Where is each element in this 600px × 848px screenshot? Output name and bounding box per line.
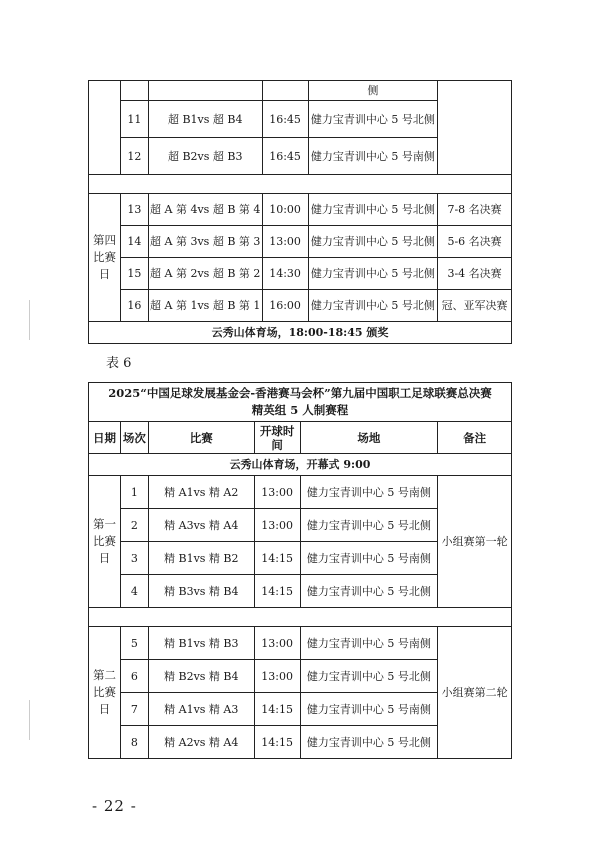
table-caption: 表 6 bbox=[106, 356, 132, 371]
table-row bbox=[89, 258, 512, 290]
table-title bbox=[89, 383, 512, 422]
venue-cell: 侧 bbox=[308, 81, 438, 101]
match-number: 5 bbox=[120, 627, 148, 660]
header-note: 备注 bbox=[438, 422, 512, 454]
venue-cell: 健力宝青训中心 5 号北侧 bbox=[300, 509, 438, 542]
binding-margin-line bbox=[29, 300, 30, 340]
match-number: 15 bbox=[120, 258, 148, 290]
match-number: 4 bbox=[120, 575, 148, 608]
match-number: 2 bbox=[120, 509, 148, 542]
table-title-line2: 精英组 5 人制赛程 bbox=[251, 403, 349, 417]
note-cell: 3-4 名决赛 bbox=[438, 258, 512, 290]
venue-cell: 健力宝青训中心 5 号南侧 bbox=[300, 476, 438, 509]
match-number: 12 bbox=[120, 138, 148, 175]
match-number: 13 bbox=[120, 194, 148, 226]
match-teams: 超 A 第 4vs 超 B 第 4 bbox=[148, 194, 262, 226]
header-kickoff-time: 开球时间 bbox=[254, 422, 300, 454]
match-number: 14 bbox=[120, 226, 148, 258]
table-row bbox=[89, 476, 512, 509]
kickoff-time: 13:00 bbox=[254, 476, 300, 509]
venue-cell: 健力宝青训中心 5 号北侧 bbox=[308, 101, 438, 138]
match-teams: 超 A 第 2vs 超 B 第 2 bbox=[148, 258, 262, 290]
match-teams: 精 B1vs 精 B3 bbox=[148, 627, 254, 660]
table-title-line1: 2025“中国足球发展基金会-香港赛马会杯”第九届中国职工足球联赛总决赛 bbox=[108, 386, 492, 400]
table-row bbox=[89, 290, 512, 322]
opening-ceremony-text: 云秀山体育场，开幕式 9:00 bbox=[89, 454, 512, 476]
kickoff-time: 14:30 bbox=[262, 258, 308, 290]
kickoff-time: 13:00 bbox=[254, 627, 300, 660]
binding-margin-line bbox=[29, 700, 30, 740]
match-day-label: 第一比赛日 bbox=[89, 476, 121, 608]
match-number: 7 bbox=[120, 693, 148, 726]
ceremony-row bbox=[89, 322, 512, 344]
match-teams: 精 A1vs 精 A3 bbox=[148, 693, 254, 726]
kickoff-time: 13:00 bbox=[254, 660, 300, 693]
match-number: 16 bbox=[120, 290, 148, 322]
match-teams: 精 B2vs 精 B4 bbox=[148, 660, 254, 693]
table-row bbox=[89, 194, 512, 226]
kickoff-time: 14:15 bbox=[254, 726, 300, 759]
kickoff-time: 16:00 bbox=[262, 290, 308, 322]
match-teams: 精 B3vs 精 B4 bbox=[148, 575, 254, 608]
match-day-label: 第二比赛日 bbox=[89, 627, 121, 759]
opening-row bbox=[89, 454, 512, 476]
match-teams: 超 A 第 3vs 超 B 第 3 bbox=[148, 226, 262, 258]
venue-cell: 健力宝青训中心 5 号南侧 bbox=[300, 627, 438, 660]
table-row bbox=[89, 226, 512, 258]
header-match-number: 场次 bbox=[120, 422, 148, 454]
separator-row bbox=[89, 175, 512, 194]
match-teams: 超 A 第 1vs 超 B 第 1 bbox=[148, 290, 262, 322]
match-day-label: 第四比赛日 bbox=[89, 194, 121, 322]
separator-row bbox=[89, 608, 512, 627]
schedule-table-continued bbox=[88, 80, 512, 344]
venue-cell: 健力宝青训中心 5 号北侧 bbox=[300, 575, 438, 608]
match-number: 8 bbox=[120, 726, 148, 759]
note-cell: 7-8 名决赛 bbox=[438, 194, 512, 226]
match-teams: 超 B2vs 超 B3 bbox=[148, 138, 262, 175]
venue-cell: 健力宝青训中心 5 号南侧 bbox=[300, 542, 438, 575]
award-ceremony-text: 云秀山体育场，18:00-18:45 颁奖 bbox=[89, 322, 512, 344]
note-cell: 5-6 名决赛 bbox=[438, 226, 512, 258]
header-row bbox=[89, 422, 512, 454]
kickoff-time: 14:15 bbox=[254, 693, 300, 726]
venue-cell: 健力宝青训中心 5 号南侧 bbox=[308, 138, 438, 175]
venue-cell: 健力宝青训中心 5 号北侧 bbox=[300, 660, 438, 693]
round-note: 小组赛第一轮 bbox=[438, 476, 512, 608]
match-number: 3 bbox=[120, 542, 148, 575]
note-cell: 冠、亚军决赛 bbox=[438, 290, 512, 322]
match-number: 6 bbox=[120, 660, 148, 693]
table-title-row bbox=[89, 383, 512, 422]
match-teams: 精 B1vs 精 B2 bbox=[148, 542, 254, 575]
kickoff-time: 16:45 bbox=[262, 101, 308, 138]
table-row bbox=[89, 627, 512, 660]
elite-schedule-table bbox=[88, 382, 512, 759]
match-teams: 超 B1vs 超 B4 bbox=[148, 101, 262, 138]
header-date: 日期 bbox=[89, 422, 121, 454]
kickoff-time: 13:00 bbox=[254, 509, 300, 542]
kickoff-time: 16:45 bbox=[262, 138, 308, 175]
header-venue: 场地 bbox=[300, 422, 438, 454]
match-teams: 精 A2vs 精 A4 bbox=[148, 726, 254, 759]
match-teams: 精 A3vs 精 A4 bbox=[148, 509, 254, 542]
header-match: 比赛 bbox=[148, 422, 254, 454]
page-number: - 22 - bbox=[92, 797, 137, 815]
venue-cell: 健力宝青训中心 5 号北侧 bbox=[308, 258, 438, 290]
date-cell-continued bbox=[89, 81, 121, 175]
match-number: 11 bbox=[120, 101, 148, 138]
round-note: 小组赛第二轮 bbox=[438, 627, 512, 759]
kickoff-time: 13:00 bbox=[262, 226, 308, 258]
venue-cell: 健力宝青训中心 5 号北侧 bbox=[308, 290, 438, 322]
venue-cell: 健力宝青训中心 5 号南侧 bbox=[300, 693, 438, 726]
match-teams: 精 A1vs 精 A2 bbox=[148, 476, 254, 509]
kickoff-time: 10:00 bbox=[262, 194, 308, 226]
note-cell bbox=[438, 81, 512, 175]
venue-cell: 健力宝青训中心 5 号北侧 bbox=[308, 194, 438, 226]
match-number: 1 bbox=[120, 476, 148, 509]
venue-cell: 健力宝青训中心 5 号北侧 bbox=[300, 726, 438, 759]
kickoff-time: 14:15 bbox=[254, 575, 300, 608]
venue-cell: 健力宝青训中心 5 号北侧 bbox=[308, 226, 438, 258]
kickoff-time: 14:15 bbox=[254, 542, 300, 575]
